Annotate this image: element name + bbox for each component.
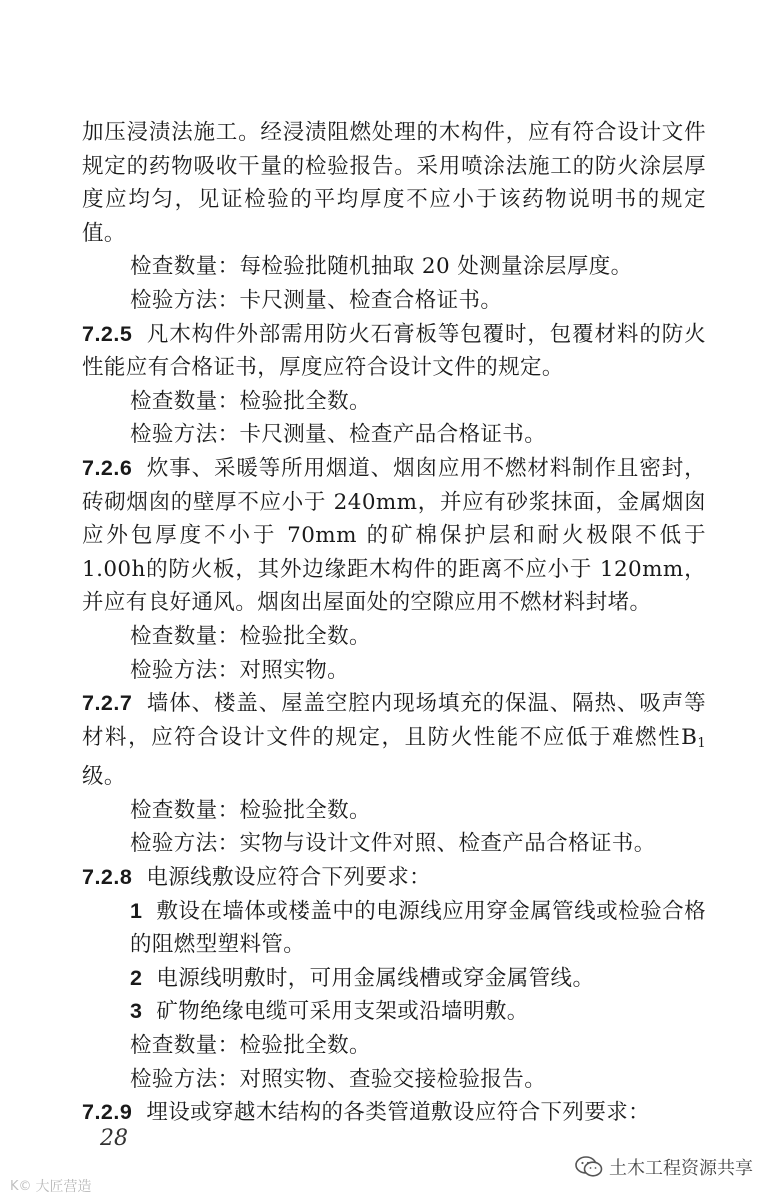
paragraph-text: 检查数量：检验批全数。 [130,623,371,649]
paragraph [82,418,706,452]
paragraph-text: 检验方法：实物与设计文件对照、检查产品合格证书。 [130,831,656,857]
clause-paragraph [82,687,706,794]
watermark-left-text: 大匠营造 [35,1179,92,1195]
clause-number: 7.2.9 [82,1100,133,1125]
paragraph [82,620,706,654]
clause-text: 墙体、楼盖、屋盖空腔内现场填充的保温、隔热、吸声等材料，应符合设计文件的规定，且防火性能不应低于难燃性 [82,691,706,750]
list-item [82,995,706,1029]
paragraph-text: 检查数量：检验批全数。 [130,388,371,414]
list-item [82,962,706,996]
paragraph [82,794,706,828]
wechat-icon [575,1156,603,1178]
watermark-right [575,1154,753,1180]
list-item [82,895,706,962]
clause-paragraph [82,318,706,385]
paragraph [82,827,706,861]
clause-tail: 级。 [82,764,126,790]
clause-number: 7.2.7 [82,691,133,716]
paragraph-text: 加压浸渍法施工。经浸渍阻燃处理的木构件，应有符合设计文件规定的药物吸收干量的检验报告。采用喷涂法施工的防火涂层厚度应均匀，见证检验的平均厚度不应小于该药物说明书的规定值。 [82,120,706,246]
clause-number: 7.2.5 [82,321,133,346]
paragraph-text: 检查数量：检验批全数。 [130,1033,371,1059]
paragraph-text: 检查数量：检验批全数。 [130,797,371,823]
paragraph [82,654,706,688]
clause-text: 凡木构件外部需用防火石膏板等包覆时，包覆材料的防火性能应有合格证书，厚度应符合设计文件的规定。 [82,321,706,381]
item-number: 1 [130,898,143,923]
item-number: 2 [130,965,143,990]
clause-text: 电源线敷设应符合下列要求： [146,865,432,891]
watermark-right-text: 土木工程资源共享 [609,1158,753,1179]
paragraph [82,1063,706,1097]
item-text: 电源线明敷时，可用金属线槽或穿金属管线。 [156,965,595,991]
paragraph-text: 检查数量：每检验批随机抽取 20 处测量涂层厚度。 [130,254,633,280]
watermark-left [10,1176,92,1196]
paragraph [82,250,706,284]
clause-paragraph [82,1096,706,1130]
item-number: 3 [130,999,143,1024]
logo-icon: K© [10,1178,32,1194]
document-body [82,116,706,1130]
paragraph [82,116,706,250]
paragraph-text: 检验方法：卡尺测量、检查合格证书。 [130,287,503,313]
grade-subscript: 1 [697,735,706,751]
paragraph-text: 检验方法：对照实物、查验交接检验报告。 [130,1066,547,1092]
clause-paragraph [82,861,706,895]
paragraph [82,1029,706,1063]
item-text: 敷设在墙体或楼盖中的电源线应用穿金属管线或检验合格的阻燃型塑料管。 [130,898,706,958]
paragraph [82,284,706,318]
clause-text: 炊事、采暖等所用烟道、烟囱应用不燃材料制作且密封，砖砌烟囱的壁厚不应小于 240mm，并应有砂浆抹面，金属烟囱应外包厚度不小于 70mm 的矿棉保护层和耐火极限不低于 1.00h的防火板，其外边缘距木构件的距离不应小于 120mm，并应有良好通风。烟囱出屋面处的空隙应用不燃材料封堵。 [82,455,706,616]
paragraph-text: 检验方法：卡尺测量、检查产品合格证书。 [130,422,547,448]
clause-number: 7.2.8 [82,865,133,890]
paragraph-text: 检验方法：对照实物。 [130,657,350,683]
item-text: 矿物绝缘电缆可采用支架或沿墙明敷。 [156,999,529,1025]
clause-text: 埋设或穿越木结构的各类管道敷设应符合下列要求： [146,1100,651,1126]
page-number: 28 [100,1126,128,1151]
clause-paragraph [82,452,706,620]
grade-base: B [681,724,698,750]
clause-number: 7.2.6 [82,455,133,480]
paragraph [82,385,706,419]
